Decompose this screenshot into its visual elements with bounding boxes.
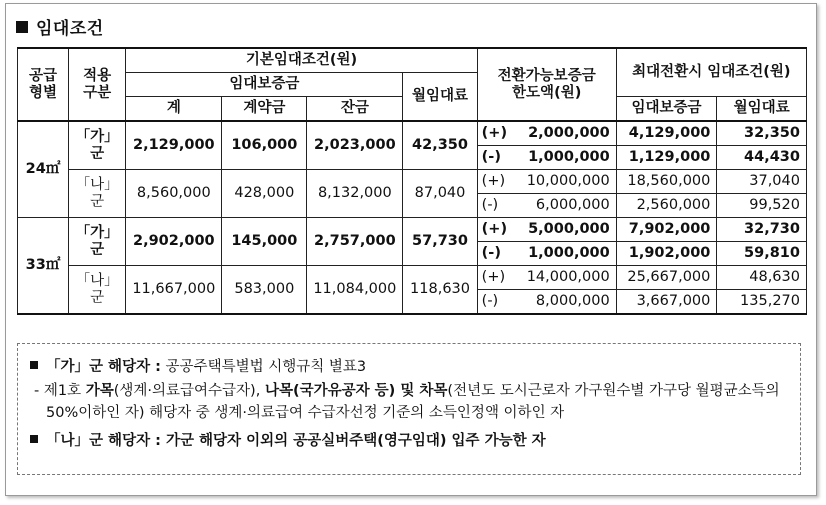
- header-contract: 계약금: [222, 97, 307, 122]
- max-deposit-cell: 7,902,000: [616, 218, 717, 242]
- conversion-sign-cell: (-): [477, 290, 513, 315]
- max-deposit-cell: 25,667,000: [616, 266, 717, 290]
- eligibility-notes: [17, 343, 801, 475]
- square-bullet-icon: [30, 435, 38, 443]
- conversion-amount-cell: 1,000,000: [513, 146, 616, 170]
- note-na-line: [30, 430, 788, 452]
- group-cell: 「나」군: [68, 170, 125, 218]
- group-cell: 「가」군: [68, 121, 125, 170]
- monthly-rent-cell: 118,630: [403, 266, 477, 315]
- max-rent-cell: 37,040: [717, 170, 807, 194]
- square-bullet-icon: [30, 361, 38, 369]
- conversion-amount-cell: 5,000,000: [513, 218, 616, 242]
- monthly-rent-cell: 42,350: [403, 121, 477, 170]
- header-balance: 잔금: [307, 97, 403, 122]
- deposit-total-cell: 11,667,000: [126, 266, 222, 315]
- balance-cell: 8,132,000: [307, 170, 403, 218]
- conversion-amount-cell: 14,000,000: [513, 266, 616, 290]
- deposit-total-cell: 8,560,000: [126, 170, 222, 218]
- deposit-total-cell: 2,902,000: [126, 218, 222, 266]
- conversion-sign-cell: (-): [477, 194, 513, 218]
- max-rent-cell: 32,730: [717, 218, 807, 242]
- header-max-rent: 월임대료: [717, 97, 807, 122]
- section-title-text: 임대조건: [36, 19, 104, 39]
- conversion-amount-cell: 1,000,000: [513, 242, 616, 266]
- group-cell: 「나」군: [68, 266, 125, 315]
- max-rent-cell: 99,520: [717, 194, 807, 218]
- max-deposit-cell: 2,560,000: [616, 194, 717, 218]
- section-title: [16, 14, 104, 39]
- table-row: [18, 170, 807, 194]
- contract-cell: 106,000: [222, 121, 307, 170]
- header-apply-group: 적용 구분: [68, 48, 125, 121]
- note-ga-detail: - 제1호 가목(생계·의료급여수급자), 나목(국가유공자 등) 및 차목(전년도 도시근로자 가구원수별 가구당 월평균소득의 50%이하인 자) 해당자 중 생계·의료급여 수급자선정 기준의 소득인정액 이하인 자: [34, 383, 780, 421]
- max-deposit-cell: 1,129,000: [616, 146, 717, 170]
- conversion-sign-cell: (+): [477, 218, 513, 242]
- supply-type-cell: 33㎡: [18, 218, 69, 315]
- contract-cell: 428,000: [222, 170, 307, 218]
- header-deposit: 임대보증금: [126, 73, 403, 97]
- supply-type-cell: 24㎡: [18, 121, 69, 218]
- max-rent-cell: 48,630: [717, 266, 807, 290]
- balance-cell: 11,084,000: [307, 266, 403, 315]
- balance-cell: 2,023,000: [307, 121, 403, 170]
- conversion-sign-cell: (+): [477, 170, 513, 194]
- conversion-sign-cell: (+): [477, 266, 513, 290]
- max-deposit-cell: 3,667,000: [616, 290, 717, 315]
- max-rent-cell: 32,350: [717, 121, 807, 146]
- rent-conditions-table: [17, 47, 807, 315]
- conversion-amount-cell: 8,000,000: [513, 290, 616, 315]
- header-convertible-limit: 전환가능보증금 한도액(원): [477, 48, 616, 121]
- table-row: [18, 121, 807, 146]
- conversion-amount-cell: 10,000,000: [513, 170, 616, 194]
- square-bullet-icon: [16, 21, 28, 33]
- balance-cell: 2,757,000: [307, 218, 403, 266]
- conversion-sign-cell: (-): [477, 242, 513, 266]
- header-total: 계: [126, 97, 222, 122]
- note-ga-line: [30, 356, 788, 378]
- table-row: [18, 266, 807, 290]
- contract-cell: 583,000: [222, 266, 307, 315]
- contract-cell: 145,000: [222, 218, 307, 266]
- max-deposit-cell: 18,560,000: [616, 170, 717, 194]
- header-max-deposit: 임대보증금: [616, 97, 717, 122]
- deposit-total-cell: 2,129,000: [126, 121, 222, 170]
- header-basic-conditions: 기본임대조건(원): [126, 48, 477, 73]
- monthly-rent-cell: 57,730: [403, 218, 477, 266]
- table-row: [18, 218, 807, 242]
- max-deposit-cell: 1,902,000: [616, 242, 717, 266]
- group-cell: 「가」군: [68, 218, 125, 266]
- header-supply-type: 공급 형별: [18, 48, 69, 121]
- note-ga-text: 공공주택특별법 시행규칙 별표3: [160, 359, 367, 375]
- max-rent-cell: 44,430: [717, 146, 807, 170]
- note-ga-heading: 「가」군 해당자 :: [46, 359, 161, 375]
- conversion-amount-cell: 2,000,000: [513, 121, 616, 146]
- header-monthly-rent: 월임대료: [403, 73, 477, 122]
- max-deposit-cell: 4,129,000: [616, 121, 717, 146]
- conversion-sign-cell: (+): [477, 121, 513, 146]
- conversion-amount-cell: 6,000,000: [513, 194, 616, 218]
- max-rent-cell: 135,270: [717, 290, 807, 315]
- monthly-rent-cell: 87,040: [403, 170, 477, 218]
- max-rent-cell: 59,810: [717, 242, 807, 266]
- conversion-sign-cell: (-): [477, 146, 513, 170]
- header-max-conversion: 최대전환시 임대조건(원): [616, 48, 806, 97]
- note-na-text: 「나」군 해당자 : 가군 해당자 이외의 공공실버주택(영구임대) 입주 가능한 자: [46, 433, 546, 449]
